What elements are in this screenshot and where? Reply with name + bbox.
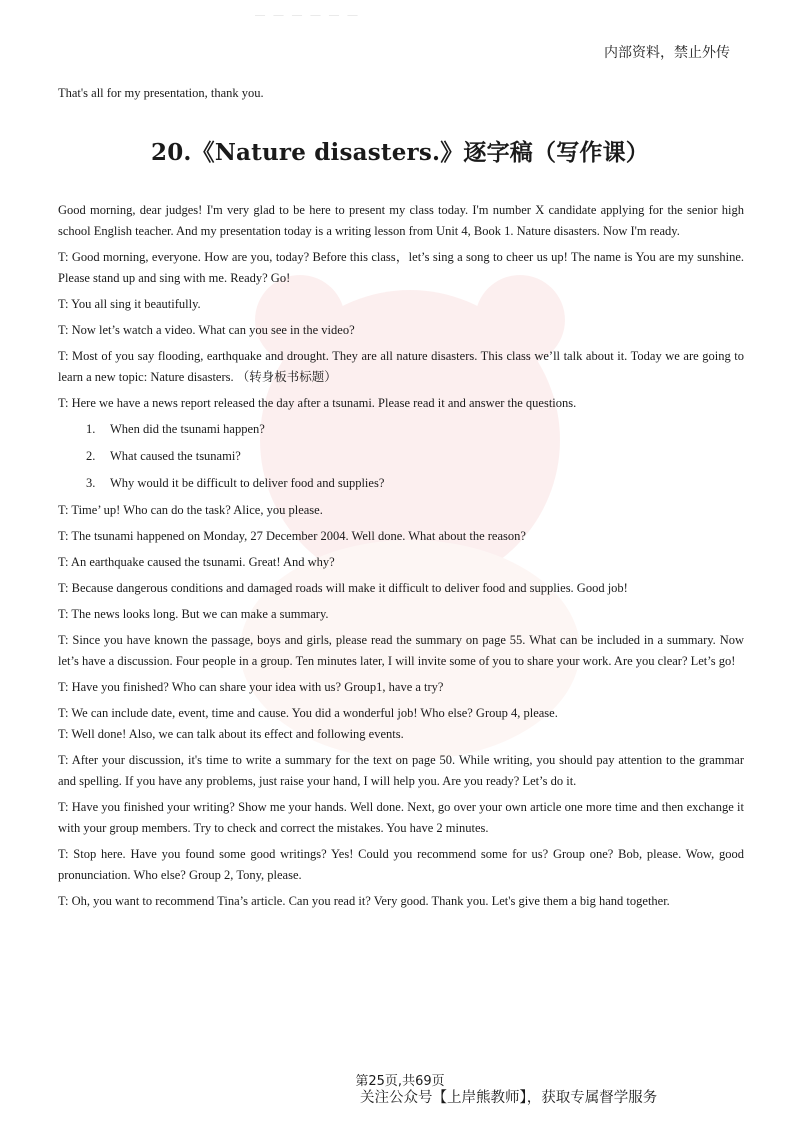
page-number: 第25页,共69页 [355, 1074, 445, 1089]
previous-section-ending: That's all for my presentation, thank you. [58, 86, 264, 100]
question-text: When did the tsunami happen? [110, 422, 265, 436]
document-body [58, 200, 744, 917]
paragraph: T: Since you have known the passage, boys and girls, please read the summary on page 55. What can be included in a summary. Now let’s have a discussion. Four people in a group. Ten minutes later, I will invite some of you to share your work. Are you clear? Let’s go! [58, 633, 744, 668]
paragraph: Good morning, dear judges! I'm very glad to be here to present my class today. I'm number X candidate applying for the senior high school English teacher. And my presentation today is a writing lesson from Unit 4, Book 1. Nature disasters. Now I'm ready. [58, 203, 744, 238]
follow-promo-text: 关注公众号【上岸熊教师】，获取专属督学服务 [360, 1090, 658, 1106]
paragraph: T: Have you finished? Who can share your idea with us? Group1, have a try? [58, 680, 444, 694]
paragraph: T: An earthquake caused the tsunami. Great! And why? [58, 555, 335, 569]
question-text: What caused the tsunami? [110, 449, 241, 463]
paragraph: T: Oh, you want to recommend Tina’s article. Can you read it? Very good. Thank you. Let's give them a big hand together. [58, 894, 670, 908]
paragraph: T: The tsunami happened on Monday, 27 December 2004. Well done. What about the reason? [58, 529, 526, 543]
question-text: Why would it be difficult to deliver food and supplies? [110, 476, 385, 490]
question-item [58, 446, 744, 467]
paragraph: T: Have you finished your writing? Show me your hands. Well done. Next, go over your own article one more time and then exchange it with your group members. Try to check and correct the mistakes. You have 2 minutes. [58, 800, 744, 835]
question-number: 2. [86, 449, 96, 463]
paragraph: T: Good morning, everyone. How are you, today? Before this class，let’s sing a song to cheer us up! The name is You are my sunshine. Please stand up and sing with me. Ready? Go! [58, 250, 744, 285]
paragraph: T: Now let’s watch a video. What can you see in the video? [58, 323, 355, 337]
top-faded-text: — — — — — — [255, 10, 361, 20]
paragraph: T: Time’ up! Who can do the task? Alice, you please. [58, 503, 323, 517]
paragraph: T: Because dangerous conditions and damaged roads will make it difficult to deliver food and supplies. Good job! [58, 581, 628, 595]
confidential-notice: 内部资料，禁止外传 [604, 45, 730, 61]
page-title: 20.《Nature disasters.》逐字稿（写作课） [151, 139, 649, 166]
paragraph: T: You all sing it beautifully. [58, 297, 201, 311]
paragraph: T: We can include date, event, time and cause. You did a wonderful job! Who else? Group 4, please. [58, 706, 558, 720]
question-number: 1. [86, 422, 96, 436]
question-item [58, 473, 744, 494]
question-number: 3. [86, 476, 96, 490]
paragraph: T: Well done! Also, we can talk about its effect and following events. [58, 727, 404, 741]
paragraph: T: After your discussion, it's time to write a summary for the text on page 50. While writing, you should pay attention to the grammar and spelling. If you have any problems, just raise your hand, I will help you. Are you ready? Let’s do it. [58, 753, 744, 788]
paragraph: T: The news looks long. But we can make a summary. [58, 607, 329, 621]
question-item [58, 419, 744, 440]
paragraph: T: Stop here. Have you found some good writings? Yes! Could you recommend some for us? Group one? Bob, please. Wow, good pronunciation. Who else? Group 2, Tony, please. [58, 847, 744, 882]
paragraph: T: Most of you say flooding, earthquake and drought. They are all nature disasters. This class we’ll talk about it. Today we are going to learn a new topic: Nature disasters. （转身板书标题） [58, 349, 744, 384]
paragraph: T: Here we have a news report released the day after a tsunami. Please read it and answer the questions. [58, 396, 577, 410]
